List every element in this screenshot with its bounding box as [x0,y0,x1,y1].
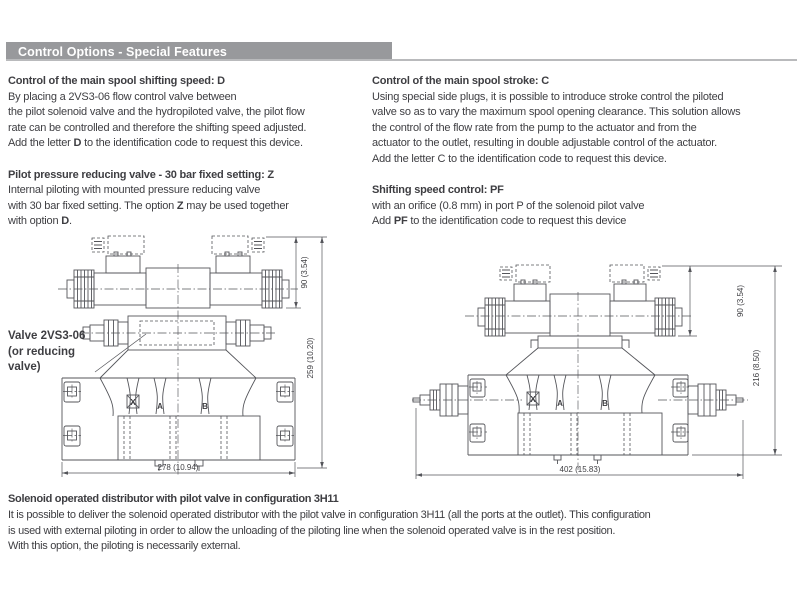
pilot-valve [478,294,682,336]
solenoid-connectors [500,265,660,301]
paragraph-shifting-speed-d [8,74,370,152]
dimension-width [416,408,743,479]
column-right [372,74,796,246]
port-x-label: X [530,395,536,404]
port-a-label: A [557,399,563,408]
paragraph-heading: Pilot pressure reducing valve - 30 bar fixed setting: Z [8,168,274,181]
right-valve-drawing [410,258,800,493]
dim-total-height-label: 216 (8.50) [752,349,761,387]
dim-pilot-height-label: 90 (3.54) [736,284,745,318]
paragraph-body: with an orifice (0.8 mm) in port P of the solenoid pilot valve Add PF to the identification code to request this device [372,199,645,227]
dimension-pilot-height [266,237,327,308]
port-labels [527,392,608,408]
footer-section [8,492,796,555]
dim-total-height-label: 259 (10.20) [306,337,315,379]
dimension-pilot-height [662,266,782,336]
dimension-width [62,462,295,477]
paragraph-heading: Control of the main spool stroke: C [372,75,549,87]
callout-leader-line [95,334,146,372]
dim-width-label: 402 (15.83) [559,465,601,474]
dim-width-label: 278 (10.94) [157,463,199,472]
footer-heading: Solenoid operated distributor with pilot valve in configuration 3H11 [8,493,339,505]
header-rule [6,59,797,61]
paragraph-heading: Control of the main spool shifting speed: D [8,75,225,87]
port-x-label: X [130,398,136,407]
paragraph-body: By placing a 2VS3-06 flow control valve between the pilot solenoid valve and the hydropiloted valve, the pilot flow rate can be controlled and therefore the shifting speed adjusted. Add the letter D to the identification code to request this device. [8,90,307,149]
centerlines [412,292,748,470]
footer-body: It is possible to deliver the solenoid operated distributor with the pilot valve in configuration 3H11 (all the ports at the outlet). This configuration is used with external piloting in order to allow the unloading of the piloting line when the solenoid operated valve is in the rest position. With this option, the piloting is necessarily external. [8,508,651,553]
port-labels [127,395,208,411]
paragraph-body: Using special side plugs, it is possible to introduce stroke control the piloted valve so as to vary the maximum spool opening clearance. This solution allows the control of the flow rate from the pump to the actuator and from the actuator to the outlet, resulting in double adjustable control of the actuator. Add the letter C to the identification code to request this device. [372,90,741,165]
main-valve-body [62,350,295,471]
paragraph-shifting-speed-pf [372,183,796,230]
column-left [8,74,370,246]
paragraph-reducing-valve-z [8,168,370,230]
port-a-label: A [157,402,163,411]
dim-pilot-height-label: 90 (3.54) [300,256,309,289]
valve-callout-label: Valve 2VS3-06 (or reducing valve) [8,330,86,373]
paragraph-spool-stroke-c [372,74,796,167]
paragraph-body: Internal piloting with mounted pressure reducing valve with 30 bar fixed setting. The option Z may be used together with option D. [8,184,289,227]
port-b-label: B [202,402,208,411]
port-b-label: B [602,399,608,408]
paragraph-heading: Shifting speed control: PF [372,184,504,196]
section-title: Control Options - Special Features [18,44,227,59]
